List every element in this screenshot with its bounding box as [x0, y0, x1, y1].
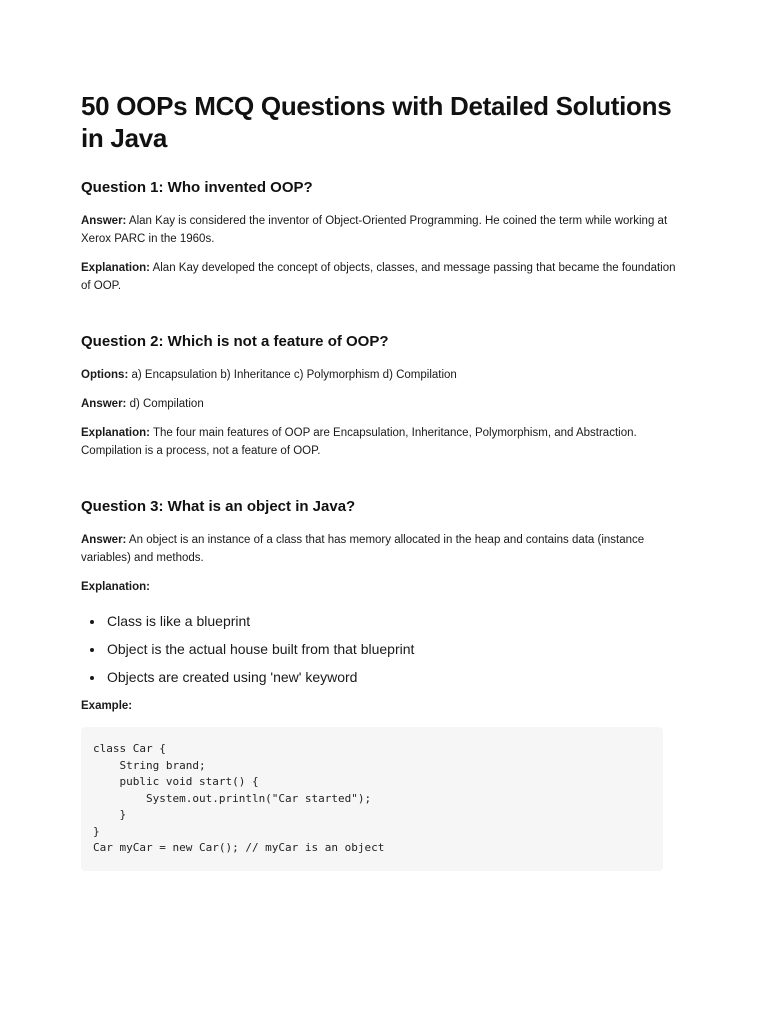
question-3 [81, 497, 687, 871]
question-heading: Question 2: Which is not a feature of OOP? [81, 333, 389, 350]
question-heading: Question 1: Who invented OOP? [81, 179, 313, 196]
example-paragraph [81, 697, 687, 715]
explanation-paragraph [81, 578, 687, 596]
explanation-label: Explanation: [81, 427, 151, 439]
question-1 [81, 178, 687, 295]
options-paragraph [81, 366, 687, 384]
code-line: public void start() { [93, 775, 259, 788]
answer-text: d) Compilation [126, 398, 204, 410]
options-label: Options: [81, 369, 129, 381]
example-label: Example: [81, 700, 133, 712]
answer-paragraph [81, 395, 687, 413]
list-item: • Class is like a blueprint [105, 607, 687, 635]
code-line: } [93, 824, 100, 838]
answer-label: Answer: [81, 534, 127, 546]
code-block [81, 727, 663, 871]
answer-paragraph [81, 531, 687, 567]
explanation-label: Explanation: [81, 581, 151, 593]
explanation-text: Alan Kay developed the concept of objects, classes, and message passing that became the foundation of OOP. [81, 262, 676, 292]
explanation-paragraph [81, 424, 687, 460]
answer-text: Alan Kay is considered the inventor of Object-Oriented Programming. He coined the term while working at Xerox PARC in the 1960s. [81, 215, 668, 245]
code-line: Car myCar = new Car(); // myCar is an object [93, 841, 385, 854]
explanation-paragraph [81, 259, 687, 295]
explanation-text: The four main features of OOP are Encapsulation, Inheritance, Polymorphism, and Abstraction. Compilation is a process, not a feature of OOP. [81, 427, 637, 457]
answer-paragraph [81, 212, 687, 248]
explanation-bullet-list [81, 607, 687, 691]
question-2 [81, 332, 687, 460]
explanation-label: Explanation: [81, 262, 151, 274]
answer-label: Answer: [81, 398, 127, 410]
list-item: • Objects are created using 'new' keyword [105, 663, 687, 691]
code-line: } [93, 808, 127, 821]
page-title: 50 OOPs MCQ Questions with Detailed Solutions in Java [81, 91, 672, 153]
list-item: • Object is the actual house built from that blueprint [105, 635, 687, 663]
code-line: String brand; [93, 758, 206, 772]
answer-label: Answer: [81, 215, 127, 227]
section-spacer [81, 471, 687, 497]
code-line: class Car { [93, 742, 166, 755]
question-heading: Question 3: What is an object in Java? [81, 498, 356, 515]
options-text: a) Encapsulation b) Inheritance c) Polymorphism d) Compilation [128, 369, 457, 381]
code-line: System.out.println("Car started"); [93, 791, 372, 805]
section-spacer [81, 306, 687, 332]
answer-text: An object is an instance of a class that has memory allocated in the heap and contains data (instance variables) and methods. [81, 534, 645, 564]
